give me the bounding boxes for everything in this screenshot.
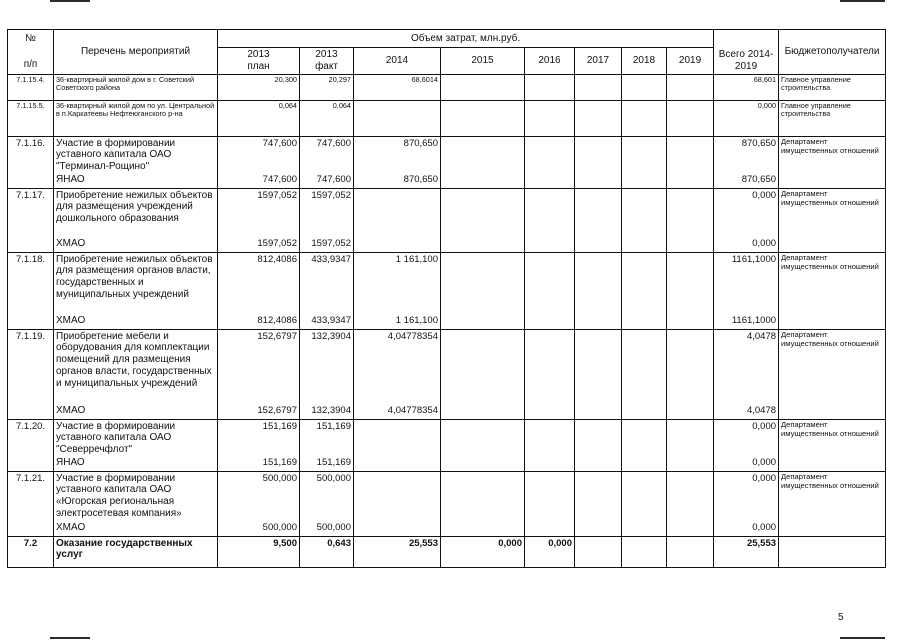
row-sub-label: ХМАО [56,237,86,249]
row-name: Приобретение нежилых объектов для размещения органов власти, государственных и муниципальных учреждений [56,253,213,300]
header-measures: Перечень мероприятий [54,30,218,75]
row-recipient: Департамент имущественных отношений [779,136,886,188]
table-row [8,329,886,419]
row-fact2013: 0,064 [300,100,354,136]
row-sub-2014: 870,650 [403,174,438,186]
row-name: Приобретение мебели и оборудования для комплектации помещений для размещения органов власти, государственных и муниципальных учреждений [56,330,212,389]
row-recipient: Главное управление строительства [779,74,886,100]
row-2014: 68,6014 [354,74,441,100]
header-cost: Объем затрат, млн.руб. [218,30,714,48]
row-total: 0,000 [714,100,779,136]
table-row [8,136,886,188]
row-num: 7.1.18. [8,252,54,329]
row-total: 1161,1000 [731,253,777,265]
table-row [8,252,886,329]
row-num: 7.1.16. [8,136,54,188]
row-plan2013: 20,300 [218,74,300,100]
row-sub-plan2013: 747,600 [262,174,297,186]
row-total: 870,650 [741,137,777,149]
row-plan2013: 747,600 [262,137,297,149]
row-sub-plan2013: 500,000 [262,522,297,534]
total-name: Оказание государственных услуг [54,536,218,567]
row-fact2013: 433,9347 [311,253,351,265]
row-2014: 870,650 [403,137,438,149]
total-2014: 25,553 [354,536,441,567]
row-sub-fact2013: 132,3904 [311,405,351,417]
table-row [8,471,886,536]
row-total: 68,601 [714,74,779,100]
row-fact2013: 20,297 [300,74,354,100]
row-recipient: Департамент имущественных отношений [779,329,886,419]
row-fact2013: 132,3904 [311,330,351,342]
row-num: 7.1.15.4. [8,74,54,100]
row-sub-label: ЯНАО [56,173,85,185]
total-plan2013: 9,500 [218,536,300,567]
row-sub-plan2013: 1597,052 [257,238,297,250]
row-plan2013: 1597,052 [257,189,297,201]
row-2014 [354,100,441,136]
row-sub-plan2013: 151,169 [262,457,297,469]
row-2014: 1 161,100 [395,253,438,265]
row-sub-plan2013: 812,4086 [257,315,297,327]
row-sub-label: ЯНАО [56,456,85,468]
total-2016: 0,000 [525,536,575,567]
total-2015: 0,000 [441,536,525,567]
budget-table [7,29,886,568]
row-recipient: Департамент имущественных отношений [779,252,886,329]
row-sub-total: 0,000 [752,238,777,250]
row-fact2013: 500,000 [316,472,351,484]
header-2013-fact [300,48,354,75]
row-num: 7.1.15.5. [8,100,54,136]
row-name: 36-квартирный жилой дом в г. Советский Советского района [54,74,218,100]
header-num: № [25,32,36,44]
bottom-rule-left [50,637,90,639]
row-recipient: Департамент имущественных отношений [779,419,886,471]
section-total-row [8,536,886,567]
row-total: 0,000 [752,420,777,432]
row-num: 7.1.19. [8,329,54,419]
total-sum: 25,553 [714,536,779,567]
row-total: 0,000 [752,189,777,201]
row-plan2013: 812,4086 [257,253,297,265]
total-num: 7.2 [8,536,54,567]
row-recipient: Департамент имущественных отношений [779,188,886,252]
row-fact2013: 747,600 [316,137,351,149]
row-sub-label: ХМАО [56,314,86,326]
row-recipient: Главное управление строительства [779,100,886,136]
top-rule-left [50,0,90,2]
row-name-cell [54,136,218,188]
header-total: Всего 2014-2019 [714,30,779,75]
row-name: Участие в формировании уставного капитала ОАО "Терминал-Рощино" [56,137,176,173]
header-2018: 2018 [622,48,667,75]
bottom-rule-right [840,637,885,639]
row-sub-total: 1161,1000 [731,315,777,327]
total-fact2013: 0,643 [300,536,354,567]
row-num: 7.1.21. [8,471,54,536]
row-recipient: Департамент имущественных отношений [779,471,886,536]
row-sub-total: 870,650 [741,174,777,186]
row-sub-fact2013: 747,600 [316,174,351,186]
row-total: 0,000 [752,472,777,484]
row-sub-total: 0,000 [752,522,777,534]
row-plan2013: 500,000 [262,472,297,484]
page-number: 5 [838,612,844,623]
row-name: 36-квартирный жилой дом по ул. Центральной в п.Каркатеевы Нефтеюганского р-на [54,100,218,136]
table-row [8,100,886,136]
row-sub-fact2013: 433,9347 [311,315,351,327]
row-total: 4,0478 [746,330,777,342]
row-num: 7.1.20. [8,419,54,471]
top-rule-right [840,0,885,2]
row-name: Приобретение нежилых объектов для размещения учреждений дошкольного образования [56,189,213,225]
row-sub-label: ХМАО [56,521,86,533]
header-2014: 2014 [354,48,441,75]
row-sub-plan2013: 152,6797 [257,405,297,417]
row-sub-label: ХМАО [56,404,86,416]
row-plan2013: 151,169 [262,420,297,432]
header-2013-plan-label: план [247,60,270,72]
header-2019: 2019 [667,48,714,75]
row-2014: 4,04778354 [387,330,438,342]
row-fact2013: 151,169 [316,420,351,432]
header-num-sub: п/п [23,59,38,70]
row-sub-fact2013: 500,000 [316,522,351,534]
header-2013-plan [218,48,300,75]
row-plan2013: 0,064 [218,100,300,136]
header-2013-plan-year: 2013 [247,49,270,60]
row-sub-total: 4,0478 [746,405,777,417]
row-fact2013: 1597,052 [311,189,351,201]
table-row [8,419,886,471]
header-2013-fact-label: факт [315,60,338,72]
row-sub-fact2013: 151,169 [316,457,351,469]
table-row [8,188,886,252]
row-sub-fact2013: 1597,052 [311,238,351,250]
header-num-cell [8,30,54,75]
row-sub-2014: 1 161,100 [395,315,438,327]
header-2017: 2017 [575,48,622,75]
header-recipient: Бюджетополучатели [779,30,886,75]
header-2013-fact-year: 2013 [315,49,338,60]
row-sub-total: 0,000 [752,457,777,469]
row-name: Участие в формировании уставного капитала ОАО «Югорская региональная электросетевая компания» [56,472,182,519]
row-name: Участие в формировании уставного капитала ОАО "Северречфлот" [56,420,176,456]
header-2016: 2016 [525,48,575,75]
row-sub-2014: 4,04778354 [387,405,438,417]
table-row [8,74,886,100]
header-2015: 2015 [441,48,525,75]
row-num: 7.1.17. [8,188,54,252]
row-plan2013: 152,6797 [257,330,297,342]
